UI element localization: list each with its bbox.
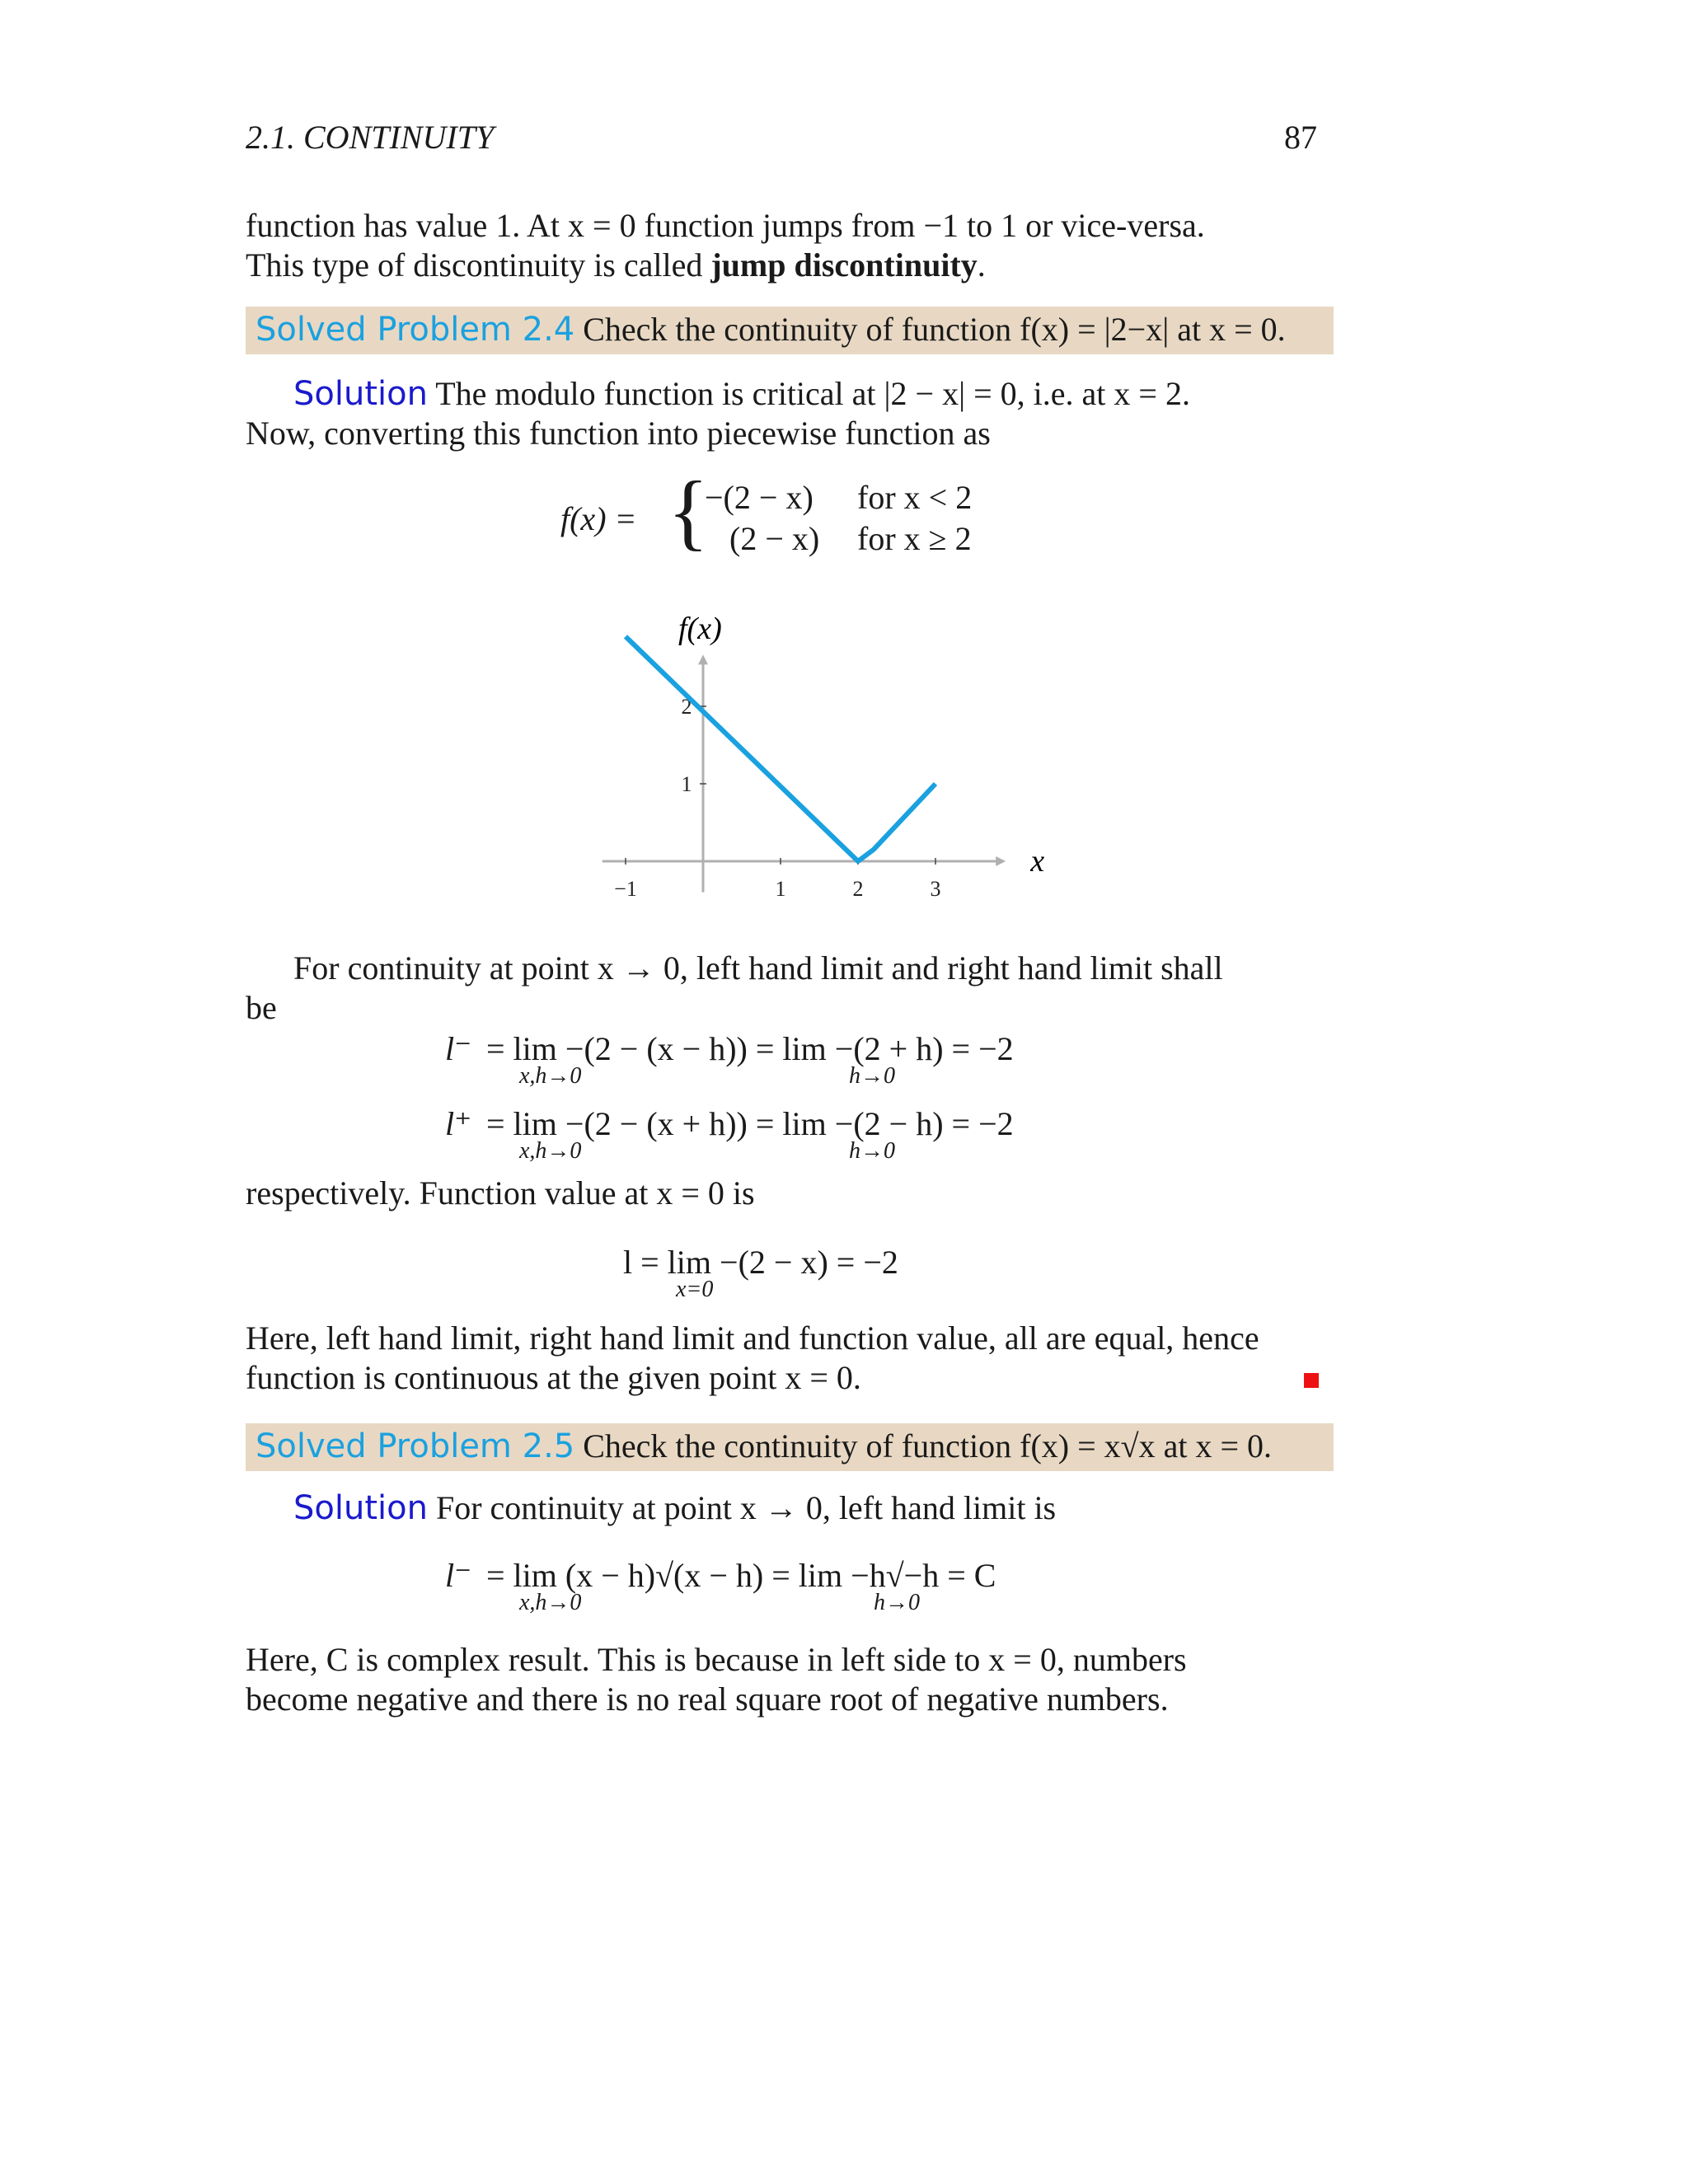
l-plus-sub-1: x,h→0 xyxy=(519,1138,582,1164)
l-minus-2-5-symbol: l⁻ xyxy=(445,1557,472,1594)
case-1-condition: for x < 2 xyxy=(857,479,973,516)
l-plus-equation: = lim −(2 − (x + h)) = lim −(2 − h) = −2 xyxy=(486,1105,1014,1142)
jump-discontinuity-term: jump discontinuity xyxy=(710,246,978,284)
y-tick-label: 2 xyxy=(681,695,692,719)
running-header: 2.1. CONTINUITY xyxy=(246,119,495,156)
end-of-proof-square xyxy=(1304,1373,1319,1388)
function-value-sub: x=0 xyxy=(676,1277,714,1302)
x-axis-arrowhead xyxy=(996,856,1006,866)
x-tick-label: 3 xyxy=(930,877,941,901)
continuity-line-4: Here, left hand limit, right hand limit and function value, all are equal, hence xyxy=(246,1319,1259,1357)
continuity-line-3: respectively. Function value at x = 0 is xyxy=(246,1174,755,1212)
absolute-value-graph xyxy=(560,610,1055,923)
problem-2-5-label: Solved Problem 2.5 xyxy=(256,1427,575,1465)
y-axis-label: f(x) xyxy=(678,612,722,646)
problem-2-4-label: Solved Problem 2.4 xyxy=(256,311,575,349)
l-plus-sub-2: h→0 xyxy=(849,1138,895,1164)
l-minus-sub-2: h→0 xyxy=(849,1063,895,1089)
x-ticks xyxy=(614,858,940,901)
l-minus-2-5-equation: = lim (x − h)√(x − h) = lim −h√−h = C xyxy=(486,1557,996,1594)
solved-problem-2-4-box xyxy=(246,307,1334,354)
problem-2-5-statement xyxy=(256,1427,1272,1465)
piecewise-brace: { xyxy=(668,464,709,559)
continuity-line-1: For continuity at point x → 0, left hand limit and right hand limit shall xyxy=(293,949,1223,987)
intro-line-2 xyxy=(246,246,1317,285)
piecewise-lhs: f(x) = xyxy=(560,500,637,537)
solution-2-5-label: Solution xyxy=(293,1489,428,1527)
solved-problem-2-5-box xyxy=(246,1423,1334,1471)
case-1-expression: −(2 − x) xyxy=(705,479,814,516)
intro-period: . xyxy=(977,246,986,284)
x-tick-label: 1 xyxy=(775,877,786,901)
function-value-equation: l = lim −(2 − x) = −2 xyxy=(623,1244,898,1281)
solution-2-4-text: The modulo function is critical at |2 − x| = 0, i.e. at x = 2. xyxy=(427,375,1190,412)
x-tick-label: 2 xyxy=(852,877,864,901)
y-tick-label: 1 xyxy=(681,772,692,796)
l-minus-sub-1: x,h→0 xyxy=(519,1063,582,1089)
x-axis-label: x xyxy=(1030,844,1045,879)
problem-2-4-text: Check the continuity of function f(x) = |2−x| at x = 0. xyxy=(574,311,1286,348)
case-2-expression: (2 − x) xyxy=(729,520,820,557)
l-minus-equation: = lim −(2 − (x − h)) = lim −(2 + h) = −2 xyxy=(486,1030,1014,1067)
solution-2-5-text: For continuity at point x → 0, left hand limit is xyxy=(427,1489,1057,1526)
x-tick-label: −1 xyxy=(614,877,637,901)
case-2-condition: for x ≥ 2 xyxy=(857,520,972,557)
solution-2-5-line-2: Here, C is complex result. This is because in left side to x = 0, numbers xyxy=(246,1641,1187,1678)
solution-2-5-line-1 xyxy=(293,1488,1365,1528)
l-plus-symbol: l⁺ xyxy=(445,1105,472,1142)
l-minus-2-5-sub-1: x,h→0 xyxy=(519,1590,582,1615)
problem-2-5-text: Check the continuity of function f(x) = x√x at x = 0. xyxy=(574,1427,1273,1465)
intro-text: This type of discontinuity is called xyxy=(246,246,711,284)
solution-2-5-line-3: become negative and there is no real square root of negative numbers. xyxy=(246,1680,1169,1718)
l-minus-symbol: l⁻ xyxy=(445,1030,472,1067)
solution-2-4-line-1 xyxy=(293,374,1365,414)
continuity-line-5: function is continuous at the given point x = 0. xyxy=(246,1359,861,1396)
continuity-line-2: be xyxy=(246,989,277,1026)
intro-line-1: function has value 1. At x = 0 function jumps from −1 to 1 or vice-versa. xyxy=(246,207,1205,244)
series-line xyxy=(626,636,935,861)
solution-2-4-line-2: Now, converting this function into piecewise function as xyxy=(246,415,991,452)
y-axis-arrowhead xyxy=(698,654,708,664)
solution-2-4-label: Solution xyxy=(293,375,428,413)
problem-2-4-statement xyxy=(256,310,1286,349)
l-minus-2-5-sub-2: h→0 xyxy=(874,1590,920,1615)
page-number: 87 xyxy=(1284,119,1317,156)
